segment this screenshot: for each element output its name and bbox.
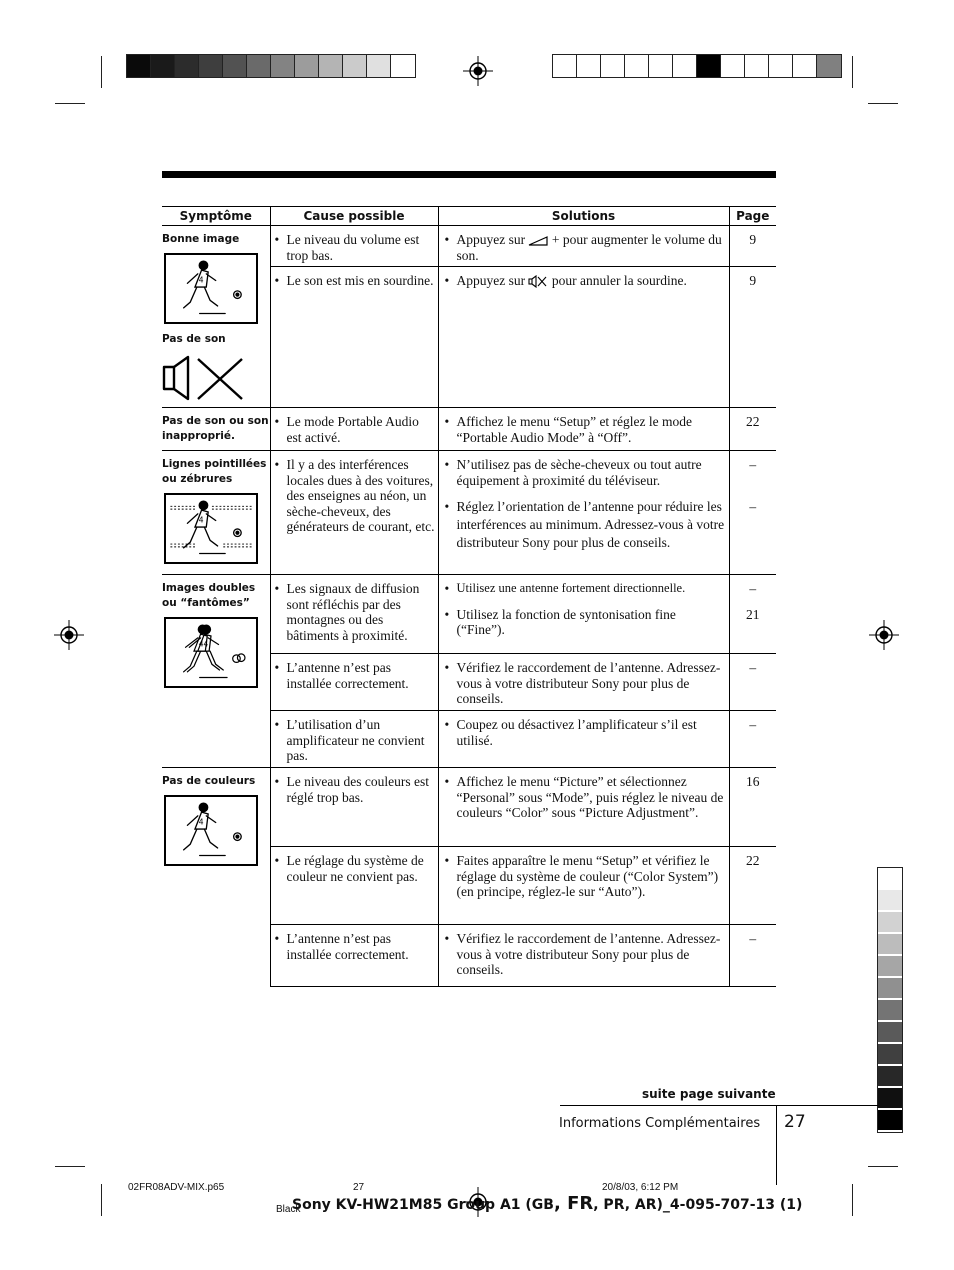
page-cell: 16 xyxy=(729,768,776,847)
solution-cell: • N’utilisez pas de sèche-cheveux ou tout autre équipement à proximité du téléviseur. • Réglez l’orientation de l’antenne pour réduire les interférences au minimum. Adressez-vous à votre distributeur Sony pour plus de conseils. xyxy=(438,451,729,575)
cause-text: L’utilisation d’un amplificateur ne convient pas. xyxy=(286,717,425,763)
cause-cell: • L’utilisation d’un amplificateur ne convient pas. xyxy=(270,711,438,768)
cause-cell: • L’antenne n’est pas installée correctement. xyxy=(270,654,438,711)
symptom-label: Images doubles ou “fantômes” xyxy=(162,582,256,609)
step-swatch xyxy=(878,956,902,978)
page-value: – xyxy=(749,581,757,596)
solution-cell: • Vérifiez le raccordement de l’antenne. Adressez-vous à votre distributeur Sony pour plus de conseils. xyxy=(438,925,729,987)
print-date: 20/8/03, 6:12 PM xyxy=(602,1182,679,1193)
step-swatch xyxy=(878,978,902,1000)
svg-text:4: 4 xyxy=(198,515,204,525)
cause-cell: • Le mode Portable Audio est activé. xyxy=(270,408,438,451)
table-row xyxy=(162,575,776,654)
footer-vertical-rule xyxy=(776,1105,777,1185)
cause-text: Il y a des interférences locales dues à des voitures, des enseignes au néon, un sèche-cheveux, des générateurs de courant, etc. xyxy=(286,457,435,534)
colorbar-left-swatch xyxy=(343,55,367,77)
solution-text: Réglez l’orientation de l’antenne pour réduire les interférences au minimum. Adressez-vous à votre distributeur Sony pour plus de conseils. xyxy=(456,499,725,550)
svg-text:44: 44 xyxy=(198,639,209,649)
colorbar-right-swatch xyxy=(601,55,625,77)
page-number: 27 xyxy=(784,1112,806,1132)
colorbar-right-swatch xyxy=(793,55,817,77)
colorbar-left-swatch xyxy=(199,55,223,77)
colorbar-right-swatch xyxy=(673,55,697,77)
page-cell: 22 xyxy=(729,408,776,451)
step-swatch xyxy=(878,912,902,934)
troubleshooting-table xyxy=(162,206,776,987)
page-cell xyxy=(729,575,776,654)
svg-text:4: 4 xyxy=(198,275,204,285)
solution-cell: • Utilisez une antenne fortement directionnelle. • Utilisez la fonction de syntonisation fine (“Fine”). xyxy=(438,575,729,654)
step-swatch xyxy=(878,1088,902,1110)
colorbar-left-swatch xyxy=(295,55,319,77)
solution-text: Utilisez une antenne fortement directionnelle. xyxy=(456,581,686,595)
volume-icon xyxy=(528,236,548,246)
page-cell: 9 xyxy=(729,226,776,267)
step-swatch xyxy=(878,1066,902,1088)
page-value: 21 xyxy=(746,606,760,622)
colorbar-left-swatch xyxy=(151,55,175,77)
page-cell: 22 xyxy=(729,847,776,925)
page-cell: – xyxy=(729,711,776,768)
symptom-cell xyxy=(162,226,270,408)
solution-text: Utilisez la fonction de syntonisation fine (“Fine”). xyxy=(456,606,676,637)
table-header-row xyxy=(162,207,776,226)
table-row xyxy=(162,768,776,847)
cause-text: L’antenne n’est pas installée correctement. xyxy=(286,660,409,691)
solution-cell: • Affichez le menu “Picture” et sélectionnez “Personal” sous “Mode”, puis réglez le niveau de couleurs “Color” sous “Picture Adjustment”. xyxy=(438,768,729,847)
colorbar-right-swatch xyxy=(697,55,721,77)
step-swatch xyxy=(878,1110,902,1132)
solution-text: Appuyez sur + pour augmenter le volume du son. xyxy=(456,232,722,263)
file-page: 27 xyxy=(353,1182,365,1193)
registration-target-left xyxy=(54,620,84,650)
registration-target-top xyxy=(463,56,493,86)
colorbar-right-swatch xyxy=(817,55,841,77)
section-rule xyxy=(162,171,776,178)
cause-text: Le réglage du système de couleur ne convient pas. xyxy=(286,853,424,884)
step-swatch xyxy=(878,934,902,956)
header-cause: Cause possible xyxy=(270,207,438,226)
continued-label: suite page suivante xyxy=(642,1087,776,1101)
step-swatch xyxy=(878,1044,902,1066)
colorbar-right xyxy=(552,54,842,78)
tv-picture-icon xyxy=(164,795,258,866)
footer-rule xyxy=(560,1105,878,1106)
solution-text: Affichez le menu “Picture” et sélectionnez “Personal” sous “Mode”, puis réglez le niveau de couleurs “Color” sous “Picture Adjustment”. xyxy=(456,774,724,820)
solution-cell: • Appuyez sur + pour augmenter le volume du son. xyxy=(438,226,729,267)
section-title: Informations Complémentaires xyxy=(559,1116,761,1131)
cause-cell: • L’antenne n’est pas installée correctement. xyxy=(270,925,438,987)
file-name: 02FR08ADV-MIX.p65 xyxy=(128,1182,225,1193)
cause-text: Le mode Portable Audio est activé. xyxy=(286,414,419,445)
symptom-cell xyxy=(162,408,270,451)
solution-cell: • Vérifiez le raccordement de l’antenne. Adressez-vous à votre distributeur Sony pour plus de conseils. xyxy=(438,654,729,711)
symptom-label: Bonne image xyxy=(162,233,240,245)
registration-target-right xyxy=(869,620,899,650)
table-row xyxy=(162,451,776,575)
tv-ghost-icon xyxy=(164,617,258,688)
cause-text: Le niveau des couleurs est réglé trop bas. xyxy=(286,774,429,805)
colorbar-left-swatch xyxy=(367,55,391,77)
cause-cell: • Les signaux de diffusion sont réfléchis par des montagnes ou des bâtiments à proximité. xyxy=(270,575,438,654)
symptom-label: Lignes pointillées ou zébrures xyxy=(162,458,267,485)
page-cell: – xyxy=(729,654,776,711)
page-value: – xyxy=(749,457,757,472)
cause-text: Le son est mis en sourdine. xyxy=(286,273,434,288)
cause-cell: • Le niveau du volume est trop bas. xyxy=(270,226,438,267)
tv-interference-icon xyxy=(164,493,258,564)
solution-text: Appuyez sur pour annuler la sourdine. xyxy=(456,273,687,288)
colorbar-left-swatch xyxy=(223,55,247,77)
colorbar-right-swatch xyxy=(577,55,601,77)
solution-cell: • Affichez le menu “Setup” et réglez le mode “Portable Audio Mode” à “Off”. xyxy=(438,408,729,451)
model-code: Sony KV-HW21M85 Group A1 (GB, FR, PR, AR)_4-095-707-13 (1) xyxy=(292,1193,803,1214)
cause-cell: • Le niveau des couleurs est réglé trop bas. xyxy=(270,768,438,847)
solution-cell: • Coupez ou désactivez l’amplificateur s’il est utilisé. xyxy=(438,711,729,768)
cause-text: Le niveau du volume est trop bas. xyxy=(286,232,420,263)
colorbar-right-swatch xyxy=(553,55,577,77)
colorbar-left-swatch xyxy=(175,55,199,77)
solution-cell: • Appuyez sur pour annuler la sourdine. xyxy=(438,267,729,408)
colorbar-left-swatch xyxy=(247,55,271,77)
colorbar-right-swatch xyxy=(769,55,793,77)
solution-text: N’utilisez pas de sèche-cheveux ou tout autre équipement à proximité du téléviseur. xyxy=(456,457,702,488)
symptom-label: Pas de couleurs xyxy=(162,775,256,787)
table-row xyxy=(162,226,776,267)
svg-text:4: 4 xyxy=(198,817,204,827)
page-cell: 9 xyxy=(729,267,776,408)
speaker-muted-icon xyxy=(162,353,252,403)
step-swatch xyxy=(878,1000,902,1022)
plate-label: Black xyxy=(276,1204,301,1215)
colorbar-left-swatch xyxy=(271,55,295,77)
mute-icon xyxy=(528,275,548,288)
header-solutions: Solutions xyxy=(438,207,729,226)
tv-picture-icon xyxy=(164,253,258,324)
cause-text: L’antenne n’est pas installée correctement. xyxy=(286,931,409,962)
colorbar-right-swatch xyxy=(649,55,673,77)
symptom-cell xyxy=(162,575,270,768)
symptom-cell xyxy=(162,768,270,987)
page-value: – xyxy=(749,498,757,514)
colorbar-right-swatch xyxy=(721,55,745,77)
symptom-cell xyxy=(162,451,270,575)
colorbar-right-swatch xyxy=(625,55,649,77)
solution-cell: • Faites apparaître le menu “Setup” et vérifiez le réglage du système de couleur (“Color System”) (en principe, réglez-le sur “Auto”). xyxy=(438,847,729,925)
solution-text: Faites apparaître le menu “Setup” et vérifiez le réglage du système de couleur (“Color System”) (en principe, réglez-le sur “Auto”). xyxy=(456,853,719,899)
colorbar-left xyxy=(126,54,416,78)
page-cell xyxy=(729,451,776,575)
symptom-label: Pas de son ou son inapproprié. xyxy=(162,415,269,442)
cause-cell: • Le son est mis en sourdine. xyxy=(270,267,438,408)
page-cell: – xyxy=(729,925,776,987)
step-swatch xyxy=(878,868,902,890)
solution-text: Affichez le menu “Setup” et réglez le mode “Portable Audio Mode” à “Off”. xyxy=(456,414,693,445)
colorbar-left-swatch xyxy=(127,55,151,77)
cause-cell: • Le réglage du système de couleur ne convient pas. xyxy=(270,847,438,925)
colorbar-left-swatch xyxy=(319,55,343,77)
cause-text: Les signaux de diffusion sont réfléchis par des montagnes ou des bâtiments à proximité. xyxy=(286,581,420,643)
solution-text: Vérifiez le raccordement de l’antenne. Adressez-vous à votre distributeur Sony pour plus de conseils. xyxy=(456,931,721,977)
header-symptome: Symptôme xyxy=(162,207,270,226)
colorbar-right-swatch xyxy=(745,55,769,77)
solution-text: Coupez ou désactivez l’amplificateur s’il est utilisé. xyxy=(456,717,697,748)
solution-text: Vérifiez le raccordement de l’antenne. Adressez-vous à votre distributeur Sony pour plus de conseils. xyxy=(456,660,721,706)
step-swatch xyxy=(878,890,902,912)
header-page: Page xyxy=(729,207,776,226)
cause-cell: • Il y a des interférences locales dues à des voitures, des enseignes au néon, un sèche-cheveux, des générateurs de courant, etc. xyxy=(270,451,438,575)
grey-step-tabs xyxy=(877,867,903,1133)
symptom-label: Pas de son xyxy=(162,333,226,345)
table-row xyxy=(162,408,776,451)
step-swatch xyxy=(878,1022,902,1044)
colorbar-left-swatch xyxy=(391,55,415,77)
